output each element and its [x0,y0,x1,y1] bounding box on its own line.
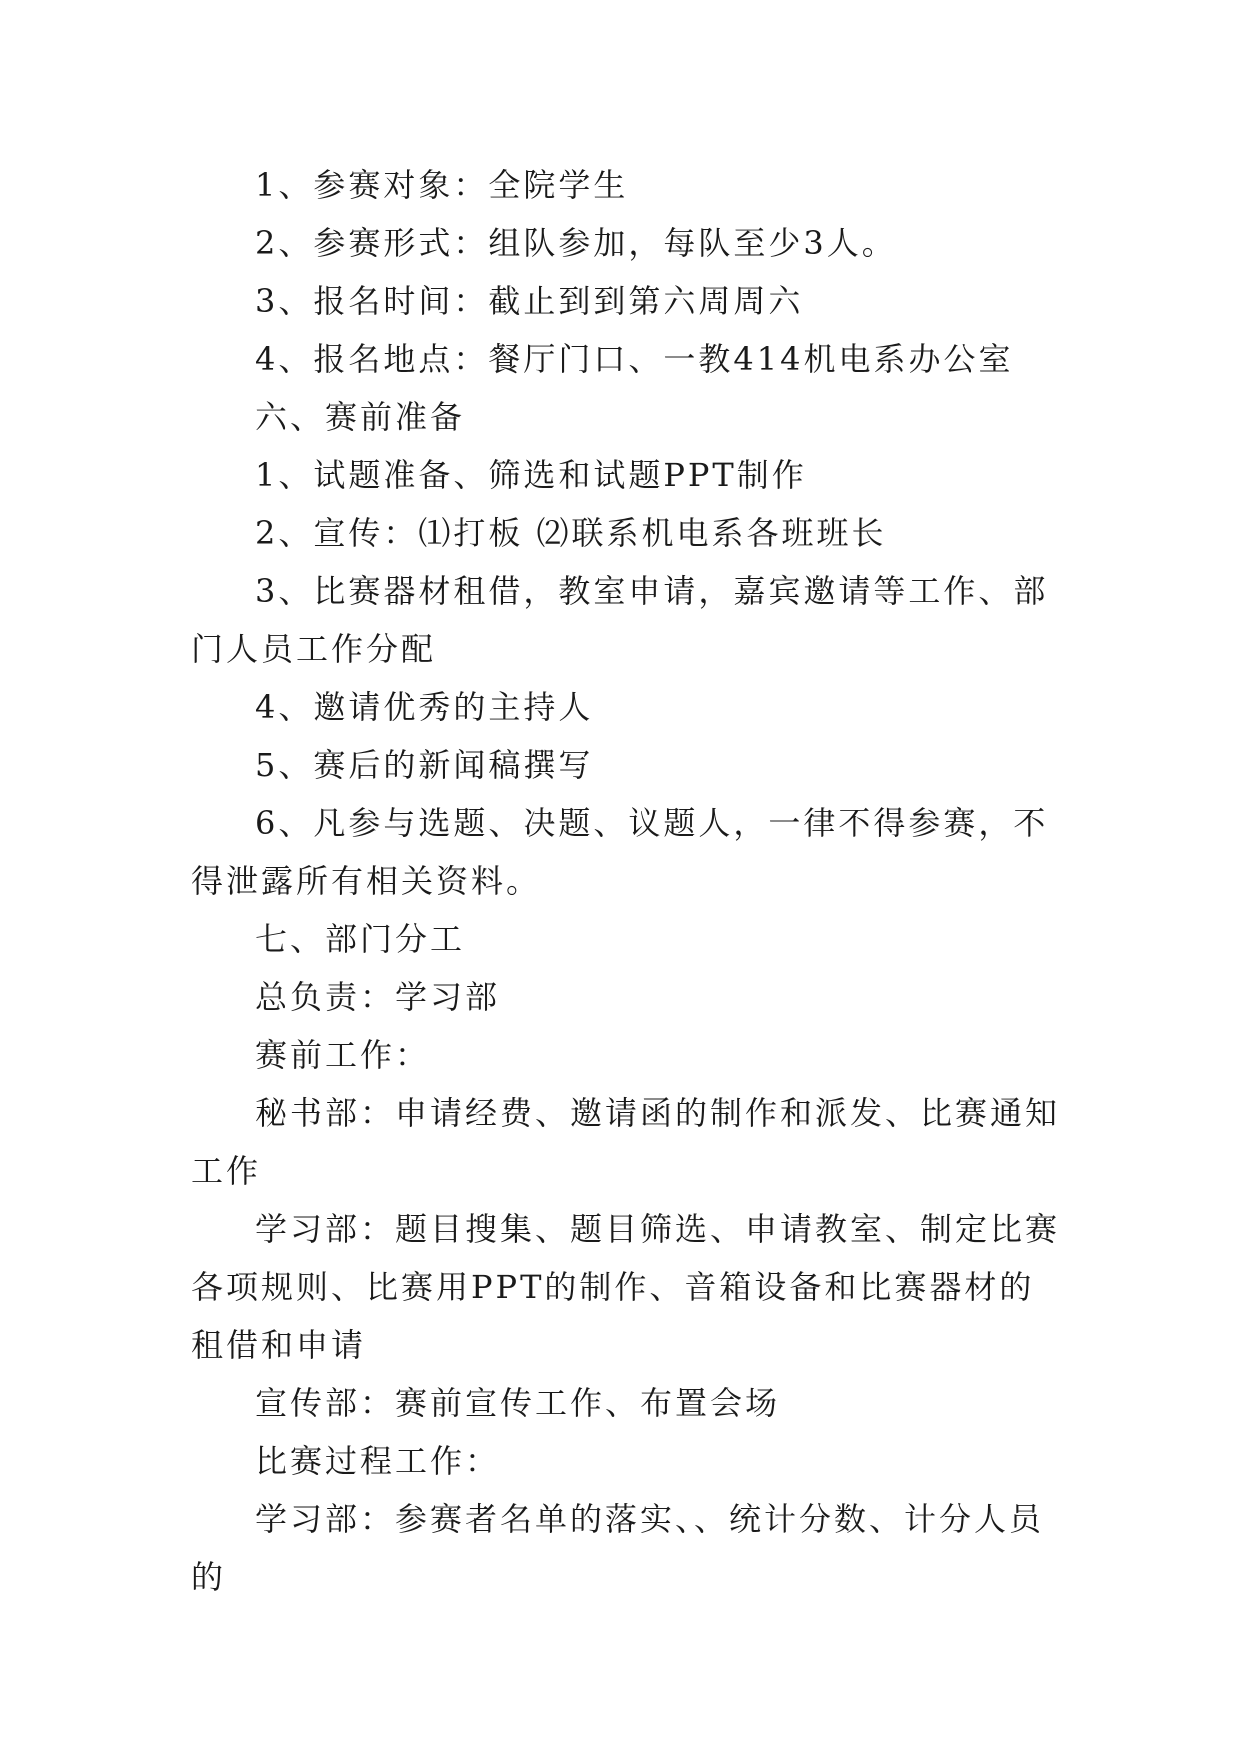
section-heading-preparation: 六、赛前准备 [255,398,466,436]
paragraph-pre-work-heading: 赛前工作： [255,1036,431,1074]
paragraph-host: 4、邀请优秀的主持人 [255,688,594,726]
section-heading-division: 七、部门分工 [255,920,466,958]
paragraph-overall-lead: 总负责：学习部 [255,978,501,1016]
paragraph-publicity-dept: 宣传部：赛前宣传工作、布置会场 [255,1384,781,1422]
paragraph-registration-place: 4、报名地点：餐厅门口、一教414机电系办公室 [255,340,1014,378]
paragraph-secretariat: 秘书部：申请经费、邀请函的制作和派发、比赛通知工作 [191,1094,1061,1190]
paragraph-equipment: 3、比赛器材租借，教室申请，嘉宾邀请等工作、部门人员工作分配 [191,572,1049,668]
paragraph-study-dept: 学习部：题目搜集、题目筛选、申请教室、制定比赛各项规则、比赛用PPT的制作、音箱设备和比赛器材的租借和申请 [191,1210,1061,1364]
paragraph-process-heading: 比赛过程工作： [255,1442,501,1480]
paragraph-study-dept-process: 学习部：参赛者名单的落实、、统计分数、计分人员的 [191,1500,1045,1596]
paragraph-news: 5、赛后的新闻稿撰写 [255,746,594,784]
paragraph-registration-time: 3、报名时间：截止到到第六周周六 [255,282,804,320]
paragraph-publicity: 2、宣传：⑴打板 ⑵联系机电系各班班长 [255,514,887,552]
paragraph-question-prep: 1、试题准备、筛选和试题PPT制作 [255,456,807,494]
document-body [191,156,1061,1606]
paragraph-format: 2、参赛形式：组队参加，每队至少3人。 [255,224,897,262]
paragraph-participants: 1、参赛对象：全院学生 [255,166,629,204]
paragraph-confidentiality: 6、凡参与选题、决题、议题人，一律不得参赛，不得泄露所有相关资料。 [191,804,1049,900]
